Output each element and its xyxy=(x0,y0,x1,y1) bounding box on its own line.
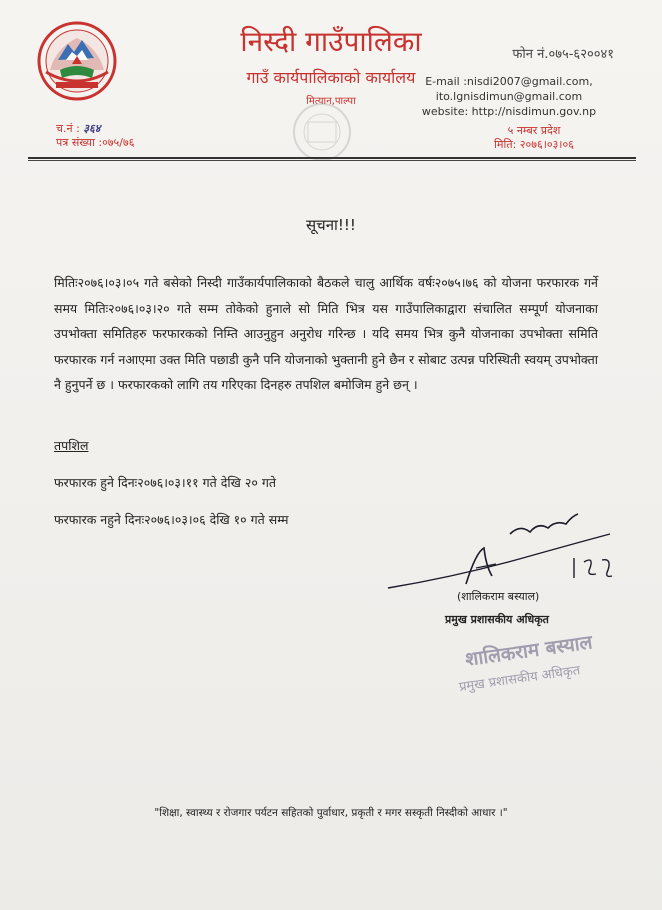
stamp-designation: प्रमुख प्रशासकीय अधिकृत xyxy=(458,663,582,696)
schedule-line-open: फरफारक हुने दिनः२०७६।०३।११ गते देखि २० गते xyxy=(54,475,276,490)
province-date-block xyxy=(454,124,614,152)
letter-date: मिति: २०७६।०३।०६ xyxy=(494,138,574,151)
email-line-2: ito.lgnisdimun@gmail.com xyxy=(435,90,583,103)
office-address: मित्यान,पाल्पा xyxy=(306,96,356,107)
email-line: E-mail :nisdi2007@gmail.com, xyxy=(425,75,593,88)
notice-paragraph: मितिः२०७६।०३।०५ गते बसेको निस्दी गाउँकार्यपालिकाको बैठकले चालु आर्थिक वर्षः२०७५।७६ को योजना फरफारक गर्ने समय मितिः२०७६।०३।२० गते सम्म तोकेको हुनाले सो मिति भित्र यस गाउँपालिकाद्वारा संचालित सम्पूर्ण योजनाका उपभोक्ता समितिहरु फरफारकको निम्ति आउनुहुन अनुरोध गरिन्छ । यदि समय भित्र कुनै योजनाका उपभोक्ता समिति फरफारक गर्न नआएमा उक्त मिति पछाडी कुनै पनि योजनाको भुक्तानी हुने छैन र सोबाट उत्पन्न परिस्थिती स्वयम् उपभोक्ता नै हुनुपर्ने छ । फरफारकको लागि तय गरिएका दिनहरु तपशिल बमोजिम हुने छन् । xyxy=(54,275,598,392)
office-subtitle: गाउँ कार्यपालिकाको कार्यालय xyxy=(246,68,416,87)
patra-sankhya: पत्र संख्या :०७५/७६ xyxy=(56,136,135,149)
office-title: निस्दी गाउँपालिका xyxy=(240,25,422,58)
phone-number: फोन नं.०७५-६२००४१ xyxy=(512,47,614,62)
notice-heading: सूचना!!! xyxy=(306,216,356,234)
website-line: website: http://nisdimun.gov.np xyxy=(421,105,597,118)
footer-slogan: "शिक्षा, स्वास्थ्य र रोजगार पर्यटन सहितको पुर्वाधार, प्रकृती र मगर सस्कृती निस्दीको आधार ।" xyxy=(154,807,508,819)
official-rubber-stamp xyxy=(445,616,630,702)
schedule-line-closed: फरफारक नहुने दिनः२०७६।०३।०६ देखि १० गते सम्म xyxy=(54,512,289,527)
reference-block xyxy=(56,122,134,150)
province-label: ५ नम्बर प्रदेश xyxy=(507,124,561,137)
chalani-number: ३६४ xyxy=(83,122,101,135)
schedule-heading: तपशिल xyxy=(54,438,89,453)
header-divider xyxy=(28,157,636,159)
signatory-designation: प्रमुख प्रशासकीय अधिकृत xyxy=(445,613,549,626)
chalani-label: च.नं : xyxy=(56,122,80,135)
handwritten-signature xyxy=(380,512,620,596)
faint-office-stamp xyxy=(278,100,366,164)
contact-block xyxy=(404,74,614,119)
signatory-name: (शालिकराम बस्याल) xyxy=(457,590,540,603)
header-divider-thin xyxy=(28,160,636,161)
stamp-name: शालिकराम बस्याल xyxy=(463,631,594,671)
